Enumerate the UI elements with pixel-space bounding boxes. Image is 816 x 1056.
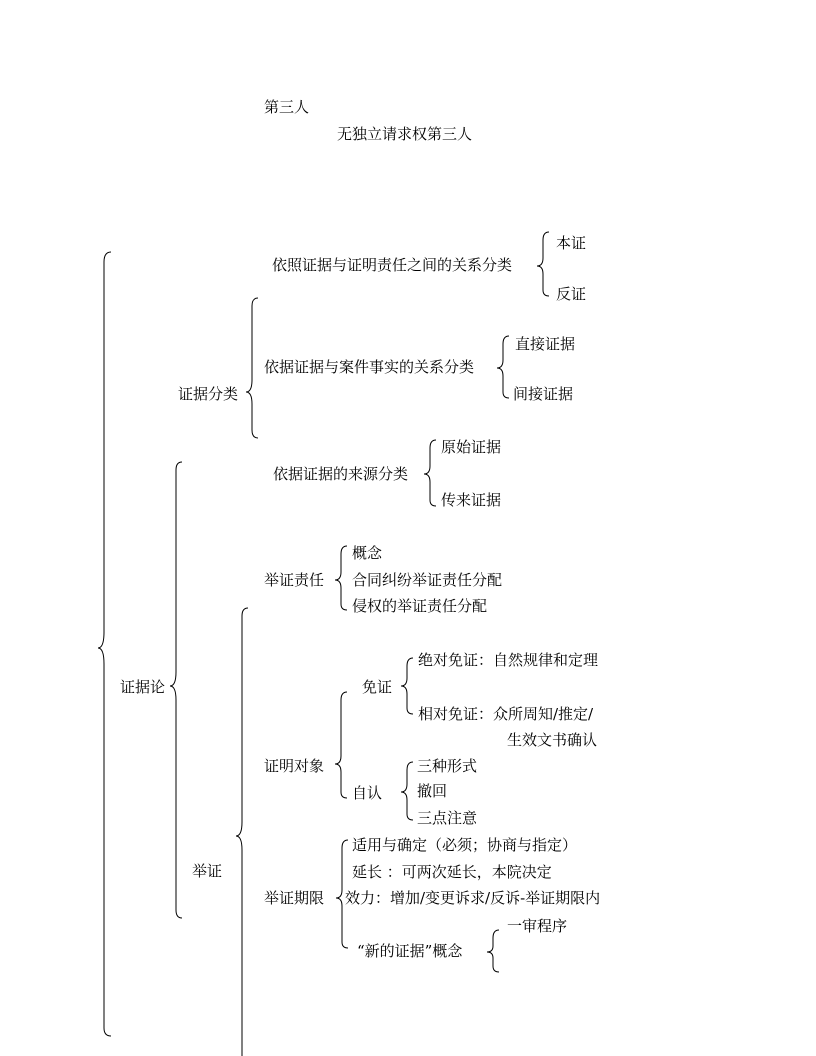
admission-item-notes: 三点注意 <box>417 809 478 827</box>
exemption-absolute: 绝对免证：自然规律和定理 <box>418 651 599 669</box>
proof-burden-classification-label: 依照证据与证明责任之间的关系分类 <box>272 256 513 274</box>
proof-label: 举证 <box>192 862 223 880</box>
source-brace <box>424 440 436 506</box>
proof-inner-brace <box>236 608 248 1056</box>
root-brace <box>98 252 111 1036</box>
period-item-extension: 延长 ：可两次延长，本院决定 <box>352 863 552 881</box>
classification-label: 证据分类 <box>178 385 239 403</box>
classification-brace <box>246 298 258 438</box>
source-classification-label: 依据证据的来源分类 <box>273 465 409 483</box>
exemption-brace <box>401 658 413 714</box>
case-facts-brace <box>497 336 509 398</box>
admission-item-forms: 三种形式 <box>417 757 478 775</box>
period-label: 举证期限 <box>264 889 325 907</box>
item-direct-evidence: 直接证据 <box>515 335 576 353</box>
burden-brace <box>335 546 347 610</box>
new-evidence-label: “新的证据”概念 <box>357 942 463 960</box>
header-line-1: 第三人 <box>264 98 310 116</box>
object-brace <box>335 692 347 798</box>
item-derived-evidence: 传来证据 <box>441 491 502 509</box>
item-indirect-evidence: 间接证据 <box>513 385 574 403</box>
object-label: 证明对象 <box>264 757 325 775</box>
item-rebuttal-evidence: 反证 <box>556 285 587 303</box>
new-evidence-brace <box>487 930 499 972</box>
burden-item-contract: 合同纠纷举证责任分配 <box>352 571 503 589</box>
item-original-evidence: 原始证据 <box>441 438 502 456</box>
burden-label: 举证责任 <box>264 571 325 589</box>
case-facts-classification-label: 依据证据与案件事实的关系分类 <box>264 358 475 376</box>
period-item-application: 适用与确定（必须；协商与指定） <box>352 836 578 854</box>
proof-outer-brace <box>170 462 182 918</box>
period-item-effect: 效力：增加/变更诉求/反诉-举证期限内 <box>345 889 601 907</box>
proof-burden-brace <box>537 232 549 296</box>
admission-item-withdraw: 撤回 <box>417 782 448 800</box>
admission-label: 自认 <box>352 784 383 802</box>
burden-item-concept: 概念 <box>352 544 383 562</box>
exemption-relative-line-1: 相对免证：众所周知/推定/ <box>418 705 594 723</box>
exemption-label: 免证 <box>362 678 393 696</box>
new-evidence-item-first-instance: 一审程序 <box>507 917 568 935</box>
admission-brace <box>401 762 413 820</box>
root-label: 证据论 <box>120 678 166 696</box>
item-primary-evidence: 本证 <box>556 234 587 252</box>
exemption-relative-line-2: 生效文书确认 <box>507 731 598 749</box>
header-line-2: 无独立请求权第三人 <box>337 125 473 143</box>
burden-item-tort: 侵权的举证责任分配 <box>352 597 488 615</box>
